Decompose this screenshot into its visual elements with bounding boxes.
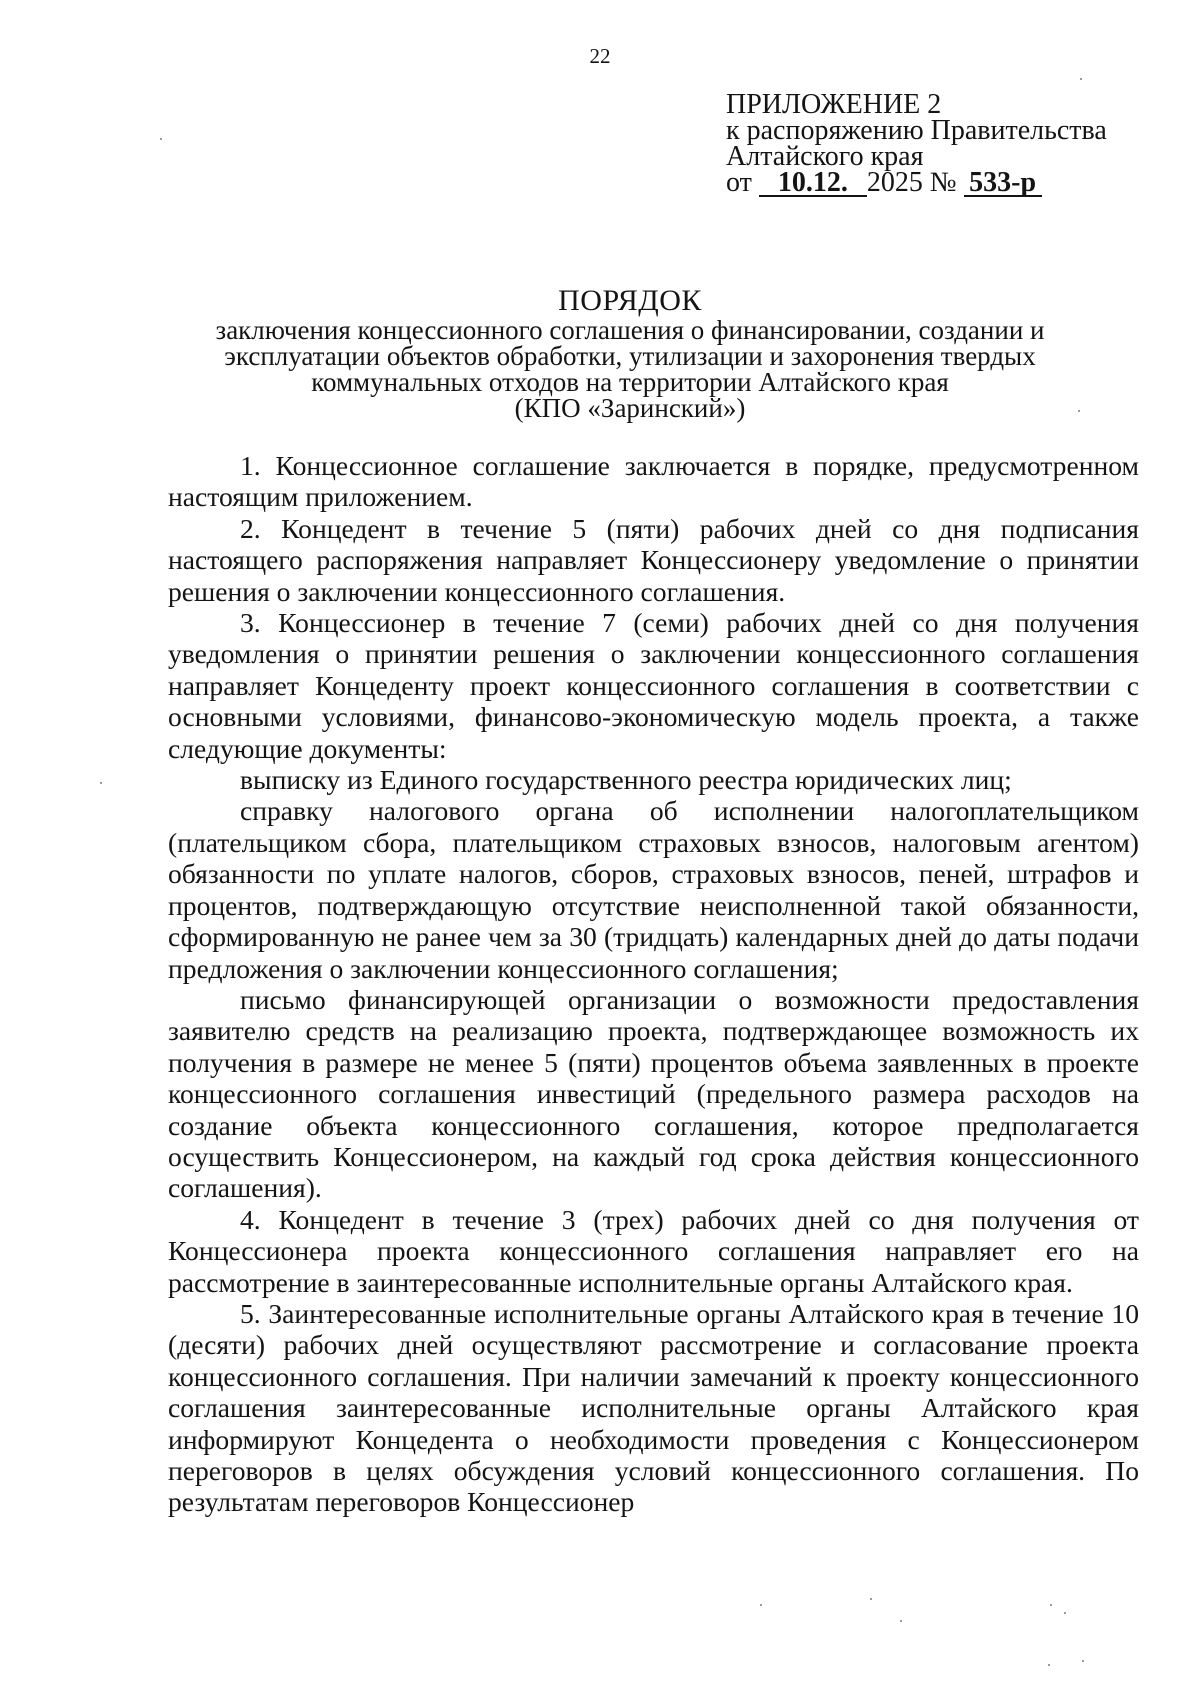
title-line-1: заключения концессионного соглашения о финансировании, создании и xyxy=(215,315,1045,345)
paragraph-3-item-3: письмо финансирующей организации о возможности предоставления заявителю средств на реализацию проекта, подтверждающее возможность их получения в размере не менее 5 (пяти) процентов объема заявленных в проекте концессионного соглашения инвестиций (предельного размера расходов на создание объекта концессионного соглашения, которое предполагается осуществить Концессионером, на каждый год срока действия концессионного соглашения). xyxy=(168,983,1139,1204)
date-year: 2025 № xyxy=(866,167,957,198)
scan-speck xyxy=(1080,78,1082,80)
scan-speck xyxy=(100,782,102,784)
appendix-line-2: Алтайского края xyxy=(726,141,924,172)
scan-speck xyxy=(1050,1604,1052,1606)
scan-speck xyxy=(1048,1664,1050,1666)
scan-speck xyxy=(900,1620,902,1622)
paragraph-3-item-1: выписку из Единого государственного реестра юридических лиц; xyxy=(240,764,1012,796)
paragraph-3-item-2: справку налогового органа об исполнении налогоплательщиком (плательщиком сбора, плательщиком страховых взносов, налоговым агентом) обязанности по уплате налогов, сборов, страховых взносов, пеней, штрафов и процентов, подтверждающую отсутствие неисполненной такой обязанности, сформированную не ранее чем за 30 (тридцать) календарных дней до даты подачи предложения о заключении концессионного соглашения; xyxy=(168,795,1139,984)
scan-speck xyxy=(760,1604,762,1606)
title-heading: ПОРЯДОК xyxy=(558,284,702,317)
appendix-title: ПРИЛОЖЕНИЕ 2 xyxy=(726,89,942,120)
scan-speck xyxy=(870,1598,872,1600)
paragraph-5: 5. Заинтересованные исполнительные органы Алтайского края в течение 10 (десяти) рабочих дней осуществляют рассмотрение и согласование проекта концессионного соглашения. При наличии замечаний к проекту концессионного соглашения заинтересованные исполнительные органы Алтайского края информируют Концедента о необходимости проведения с Концессионером переговоров в целях обсуждения условий концессионного соглашения. По результатам переговоров Концессионер xyxy=(168,1297,1139,1518)
appendix-date-line xyxy=(726,167,1166,198)
title-line-3: коммунальных отходов на территории Алтайского края xyxy=(311,367,949,397)
document-title xyxy=(150,285,1110,421)
paragraph-1: 1. Концессионное соглашение заключается в порядке, предусмотренном настоящим приложением. xyxy=(168,450,1139,513)
scan-speck xyxy=(160,138,162,140)
paragraph-4: 4. Концедент в течение 3 (трех) рабочих дней со дня получения от Концессионера проекта концессионного соглашения направляет его на рассмотрение в заинтересованные исполнительные органы Алтайского края. xyxy=(168,1203,1139,1298)
date-prefix: от xyxy=(726,167,752,198)
document-body xyxy=(168,450,1139,1518)
paragraph-3: 3. Концессионер в течение 7 (семи) рабочих дней со дня получения уведомления о принятии решения о заключении концессионного соглашения направляет Концеденту проект концессионного соглашения в соответствии с основными условиями, финансово-экономическую модель проекта, а также следующие документы: xyxy=(168,607,1139,764)
paragraph-2: 2. Концедент в течение 5 (пяти) рабочих дней со дня подписания настоящего распоряжения направляет Концессионеру уведомление о принятии решения о заключении концессионного соглашения. xyxy=(168,512,1139,607)
page-number: 22 xyxy=(589,44,611,68)
title-line-2: эксплуатации объектов обработки, утилизации и захоронения твердых xyxy=(224,341,1036,371)
scan-speck xyxy=(1082,1660,1084,1662)
scan-speck xyxy=(1078,410,1080,412)
appendix-line-1: к распоряжению Правительства xyxy=(726,115,1107,146)
date-day: 10.12. xyxy=(759,171,867,197)
title-line-4: (КПО «Заринский») xyxy=(514,393,746,423)
document-number: 533-р xyxy=(964,171,1042,197)
appendix-header xyxy=(726,89,1166,198)
scan-speck xyxy=(1064,1612,1066,1614)
